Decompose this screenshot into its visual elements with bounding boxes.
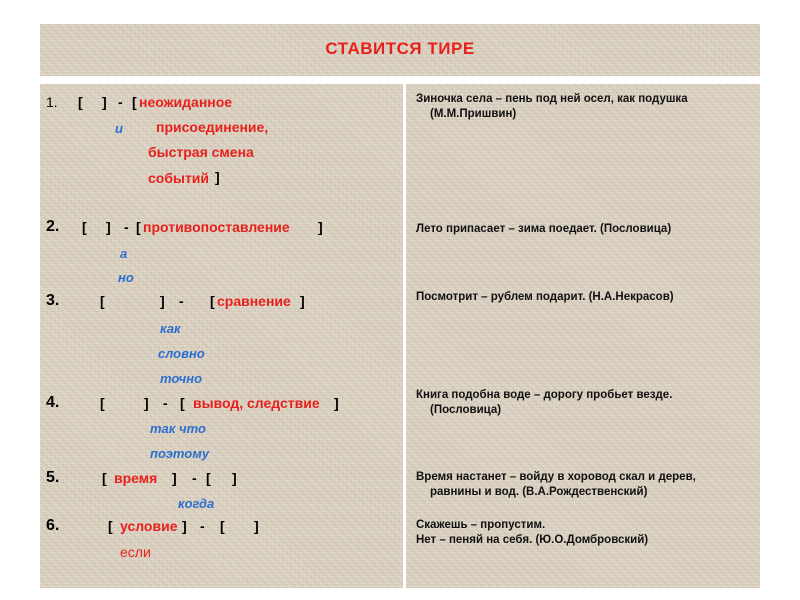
bracket: ] — [144, 395, 149, 411]
rule-number: 2. — [46, 218, 60, 235]
bracket: [ — [100, 293, 105, 309]
dash: - — [124, 219, 129, 235]
rule-number: 6. — [46, 517, 60, 534]
example — [416, 470, 756, 500]
example-line: Зиночка села – пень под ней осел, как подушка — [416, 93, 688, 105]
dash: - — [192, 470, 197, 486]
dash: - — [118, 94, 123, 110]
bracket: [ — [78, 94, 83, 110]
condition-text: событий — [148, 170, 210, 186]
bracket: ] — [172, 470, 177, 486]
example-line: (Пословица) — [430, 404, 502, 416]
conjunction: поэтому — [150, 446, 210, 461]
example-line: равнины и вод. (В.А.Рождественский) — [430, 486, 648, 498]
bracket: [ — [220, 518, 225, 534]
conjunction: но — [118, 270, 134, 285]
bracket: ] — [215, 169, 220, 185]
conjunction: словно — [158, 346, 205, 361]
rule-number: 4. — [46, 394, 60, 411]
examples-panel — [406, 84, 760, 588]
bracket: [ — [210, 293, 215, 309]
rules-panel — [40, 84, 403, 588]
conjunction: так что — [150, 421, 206, 436]
bracket: ] — [182, 518, 187, 534]
example — [416, 92, 756, 122]
bracket: [ — [100, 395, 105, 411]
dash: - — [200, 518, 205, 534]
condition-text: неожиданное — [139, 94, 233, 110]
bracket: ] — [106, 219, 111, 235]
example-line: Посмотрит – рублем подарит. (Н.А.Некрасов) — [416, 291, 674, 303]
example-line: Скажешь – пропустим. — [416, 519, 546, 531]
rule-number: 1. — [46, 94, 58, 110]
bracket: ] — [102, 94, 107, 110]
title-banner — [40, 24, 760, 76]
rule-number: 3. — [46, 292, 60, 309]
condition-text: время — [114, 470, 158, 486]
bracket: ] — [334, 395, 339, 411]
bracket: ] — [160, 293, 165, 309]
example — [416, 518, 756, 548]
example — [416, 290, 756, 305]
condition-text: сравнение — [217, 293, 291, 309]
example-line: Время настанет – войду в хоровод скал и дерев, — [416, 471, 696, 483]
bracket: ] — [232, 470, 237, 486]
conjunction: как — [160, 321, 181, 336]
conjunction: и — [115, 121, 123, 136]
condition-text: противопоставление — [143, 219, 290, 235]
condition-text: условие — [120, 518, 178, 534]
example — [416, 222, 756, 237]
condition-text: вывод, следствие — [193, 395, 320, 411]
example-line: Лето припасает – зима поедает. (Пословица) — [416, 223, 672, 235]
bracket: ] — [318, 219, 323, 235]
bracket: [ — [132, 94, 137, 110]
bracket: [ — [108, 518, 113, 534]
example-line: Книга подобна воде – дорогу пробьет везде. — [416, 389, 673, 401]
bracket: [ — [82, 219, 87, 235]
conjunction: точно — [160, 371, 203, 386]
bracket: ] — [300, 293, 305, 309]
condition-text: быстрая смена — [148, 144, 254, 160]
example — [416, 388, 756, 418]
conjunction: а — [120, 246, 128, 261]
conjunction: если — [120, 544, 151, 560]
condition-text: присоединение, — [156, 119, 269, 135]
bracket: [ — [102, 470, 107, 486]
bracket: [ — [136, 219, 141, 235]
example-line: Нет – пеняй на себя. (Ю.О.Домбровский) — [416, 534, 649, 546]
bracket: ] — [254, 518, 259, 534]
bracket: [ — [180, 395, 185, 411]
dash: - — [163, 395, 168, 411]
conjunction: когда — [178, 496, 215, 511]
bracket: [ — [206, 470, 211, 486]
rule-number: 5. — [46, 469, 60, 486]
example-line: (М.М.Пришвин) — [430, 108, 517, 120]
page-title: СТАВИТСЯ ТИРЕ — [325, 39, 475, 58]
dash: - — [179, 293, 184, 309]
